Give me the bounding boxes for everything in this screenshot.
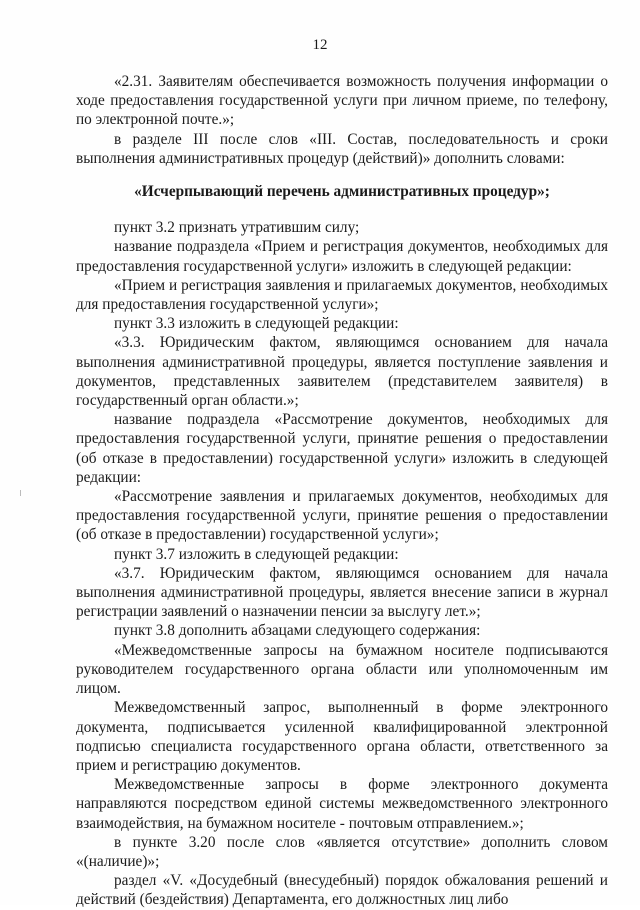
paragraph: «2.31. Заявителям обеспечивается возможность получения информации о ходе предоставления государственной услуги при личном приеме, по телефону, по электронной почте.»; — [76, 73, 608, 129]
paragraph: Межведомственный запрос, выполненный в форме электронного документа, подписывается усиленной квалифицированной электронной подписью специалиста государственного органа области, ответственного за прием и регистрацию документов. — [76, 699, 608, 774]
paragraph: название подраздела «Прием и регистрация документов, необходимых для предоставления государственной услуги» изложить в следующей редакции: — [76, 238, 608, 275]
paragraph: название подраздела «Рассмотрение документов, необходимых для предоставления государственной услуги, принятие решения о предоставлении (об отказе в предоставлении) государственной услуги» изложить в следующей редакции: — [76, 411, 608, 486]
paragraph: «3.7. Юридическим фактом, являющимся основанием для начала выполнения административной процедуры, является внесение записи в журнал регистрации заявлений о назначении пенсии за выслугу лет.»; — [76, 564, 608, 621]
document-body — [76, 72, 608, 910]
paragraph: пункт 3.7 изложить в следующей редакции: — [114, 545, 399, 563]
paragraph: Межведомственные запросы в форме электронного документа направляются посредством единой системы межведомственного электронного взаимодействия, на бумажном носителе - почтовым отправлением.»; — [76, 776, 608, 832]
paragraph: «Прием и регистрация заявления и прилагаемых документов, необходимых для предоставления государственной услуги»; — [76, 276, 608, 314]
paragraph: пункт 3.2 признать утратившим силу; — [114, 219, 360, 237]
section-heading: «Исчерпывающий перечень административных процедур»; — [134, 183, 550, 201]
paragraph: «3.3. Юридическим фактом, являющимся основанием для начала выполнения административной процедуры, является поступление заявления и документов, представленных заявителем (представителем заявителя) в государственный орган области.»; — [76, 334, 608, 410]
paragraph: в пункте 3.20 после слов «является отсутствие» дополнить словом «(наличие)»; — [76, 833, 608, 870]
margin-mark — [20, 490, 21, 496]
paragraph: пункт 3.3 изложить в следующей редакции: — [114, 315, 399, 333]
paragraph: пункт 3.8 дополнить абзацами следующего содержания: — [114, 622, 481, 640]
paragraph: раздел «V. «Досудебный (внесудебный) порядок обжалования решений и действий (бездействия) Департамента, его должностных лиц либо — [76, 872, 608, 909]
paragraph: «Рассмотрение заявления и прилагаемых документов, необходимых для предоставления государственной услуги, принятие решения о предоставлении (об отказе в предоставлении) государственной услуги»; — [76, 488, 608, 544]
page-number: 12 — [312, 37, 328, 53]
paragraph: «Межведомственные запросы на бумажном носителе подписываются руководителем государственного органа области или уполномоченным им лицом. — [76, 641, 608, 698]
paragraph: в разделе III после слов «III. Состав, последовательность и сроки выполнения административных процедур (действий)» дополнить словами: — [76, 130, 608, 167]
